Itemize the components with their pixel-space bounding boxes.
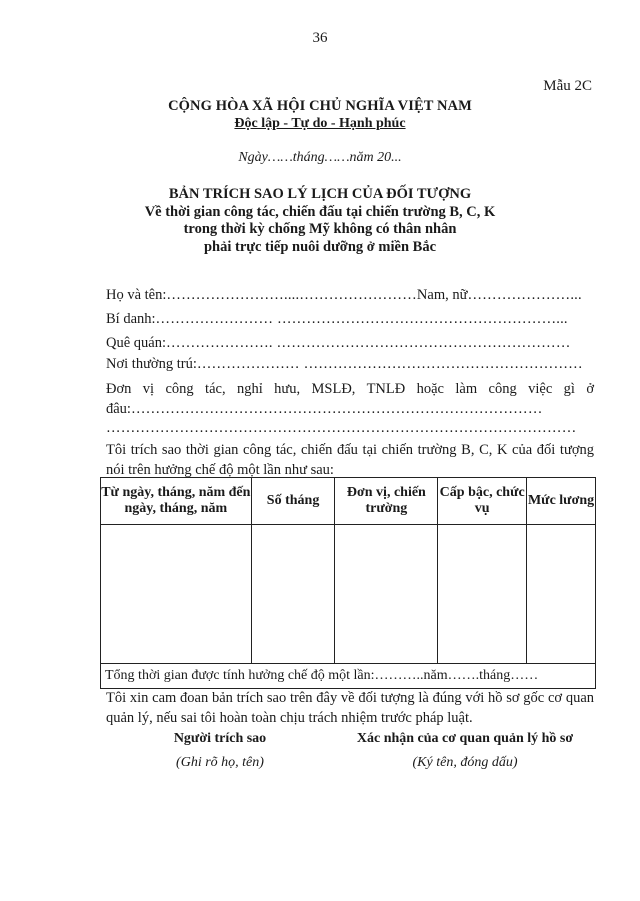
alias-label: Bí danh: [106, 311, 156, 327]
header-date-range: Từ ngày, tháng, năm đến ngày, tháng, năm [101, 478, 252, 525]
total-cell[interactable] [101, 664, 596, 689]
total-value: ………..năm…….tháng…… [374, 668, 539, 683]
title-line-1: BẢN TRÍCH SAO LÝ LỊCH CỦA ĐỐI TƯỢNG [168, 186, 472, 202]
name-field[interactable] [106, 287, 594, 304]
left-signature-title: Người trích sao [173, 731, 267, 746]
work-label: Đơn vị công tác, nghỉ hưu, MSLĐ, TNLĐ hoặc làm công việc gì ở đâu: [106, 381, 594, 417]
page-number: 36 [312, 30, 328, 46]
date-line: Ngày……tháng……năm 20... [238, 150, 402, 165]
hometown-dots: …………………. …………………………………………………… [166, 335, 571, 351]
name-dots: ……………………....…………………… [166, 287, 417, 303]
table-header-row [101, 478, 596, 525]
name-label: Họ và tên: [106, 287, 167, 303]
service-table [100, 477, 596, 689]
extra-line[interactable] [106, 420, 594, 437]
left-signature-note: (Ghi rõ họ, tên) [176, 755, 264, 770]
work-dots: ………………………………………………………………………… [130, 401, 543, 417]
title-line-3: trong thời kỳ chống Mỹ không có thân nhân [183, 221, 457, 237]
document-title [0, 186, 640, 256]
header-months: Số tháng [251, 478, 335, 525]
right-signature-title: Xác nhận của cơ quan quản lý hồ sơ [356, 731, 574, 746]
gender-label: Nam, nữ [416, 287, 468, 303]
cell-months[interactable] [251, 525, 335, 664]
form-code: Mẫu 2C [543, 78, 592, 94]
cell-unit[interactable] [335, 525, 438, 664]
cell-date-range[interactable] [101, 525, 252, 664]
header-salary: Mức lương [527, 478, 596, 525]
title-line-4: phải trực tiếp nuôi dưỡng ở miền Bắc [203, 238, 437, 255]
table-total-row [101, 664, 596, 689]
hometown-field[interactable] [106, 335, 594, 352]
national-slogan-text: Độc lập - Tự do - Hạnh phúc [234, 116, 406, 131]
right-signature-note: (Ký tên, đóng dấu) [412, 755, 518, 770]
alias-field[interactable] [106, 311, 594, 328]
hometown-label: Quê quán: [106, 335, 166, 351]
residence-label: Nơi thường trú: [106, 356, 197, 372]
commitment-paragraph: Tôi xin cam đoan bản trích sao trên đây về đối tượng là đúng với hồ sơ gốc cơ quan quản lý, nếu sai tôi hoàn toàn chịu trách nhiệm trước pháp luật. [106, 690, 594, 726]
residence-dots: ………………… ………………………………………………… [196, 356, 583, 372]
alias-dots: …………………… …………………………………………………... [155, 311, 568, 327]
table-row [101, 525, 596, 664]
residence-field[interactable] [106, 356, 594, 373]
header-unit: Đơn vị, chiến trường [335, 478, 438, 525]
cell-rank[interactable] [438, 525, 527, 664]
national-slogan [0, 116, 640, 132]
extra-dots: …………………………………………………………………………………… [106, 420, 577, 436]
intro-paragraph: Tôi trích sao thời gian công tác, chiến đấu tại chiến trường B, C, K của đối tượng nói trên hưởng chế độ một lần như sau: [106, 442, 594, 478]
header-rank: Cấp bậc, chức vụ [438, 478, 527, 525]
work-field[interactable] [106, 379, 594, 419]
national-motto: CỘNG HÒA XÃ HỘI CHỦ NGHĨA VIỆT NAM [168, 98, 472, 114]
total-label: Tổng thời gian được tính hưởng chế độ một lần: [105, 668, 375, 683]
gender-dots: …………………... [467, 287, 582, 303]
title-line-2: Về thời gian công tác, chiến đấu tại chiến trường B, C, K [144, 203, 496, 220]
cell-salary[interactable] [527, 525, 596, 664]
